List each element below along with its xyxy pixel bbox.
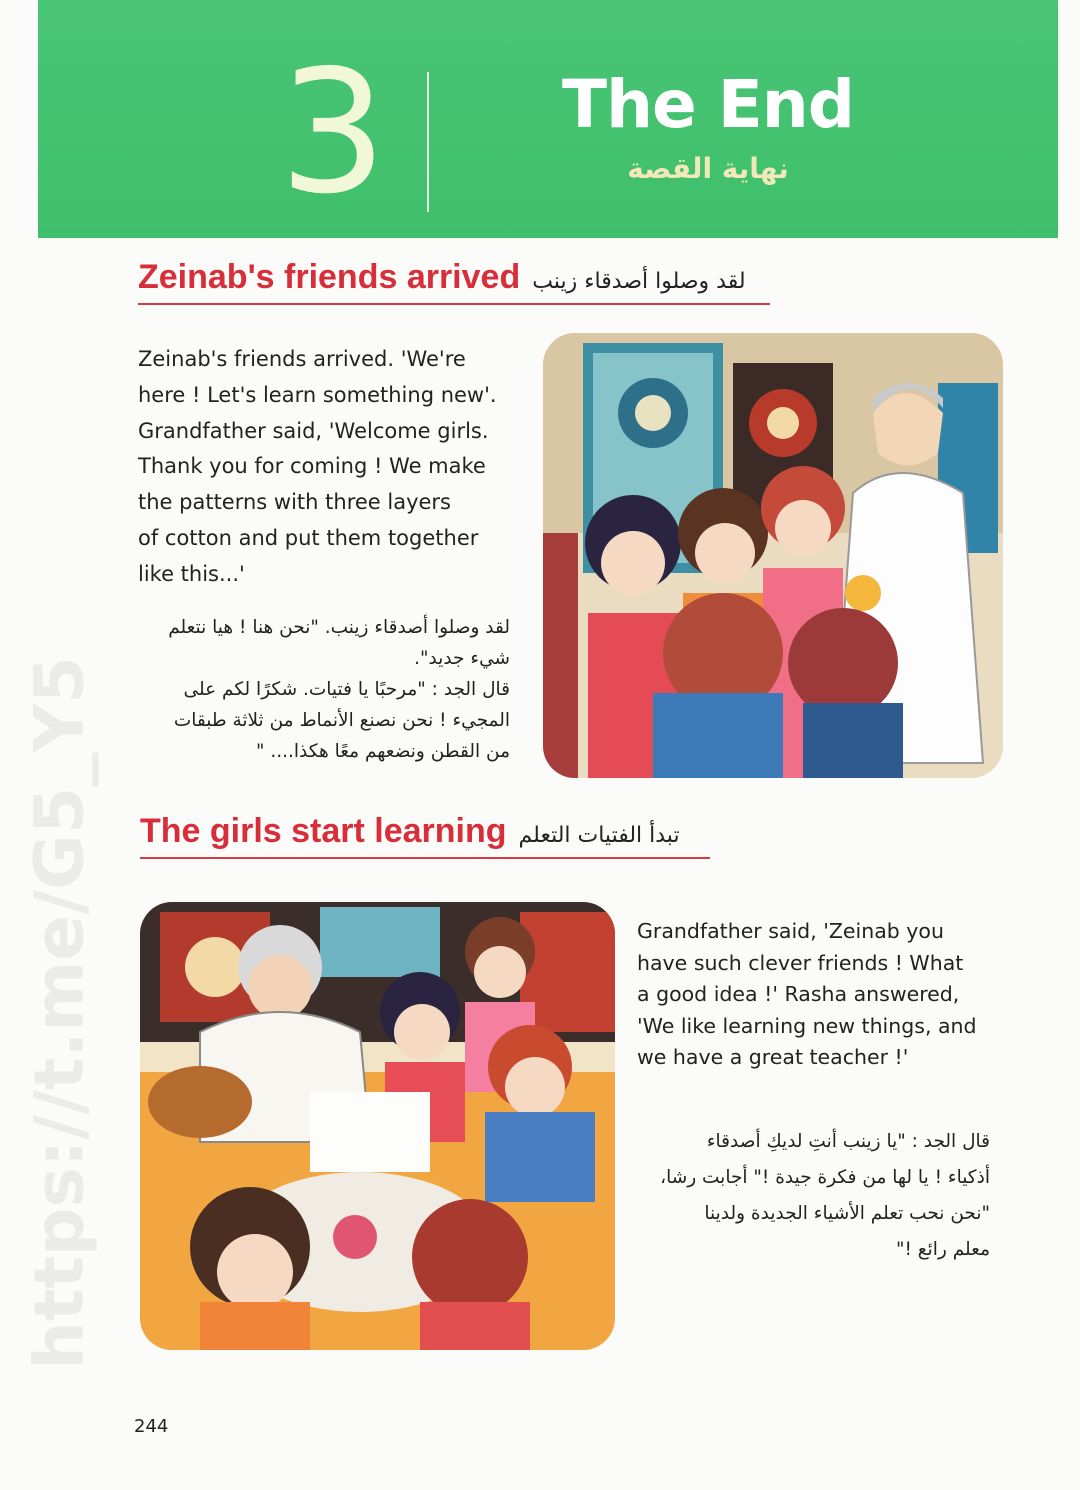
text-line: من القطن ونضعهم معًا هكذا.... "	[255, 741, 510, 762]
text-line: Zeinab's friends arrived. 'We're	[138, 347, 466, 371]
text-line: we have a great teacher !'	[637, 1045, 909, 1069]
watermark: https://t.me/G5_Y5	[20, 656, 100, 1370]
section1-english-text	[138, 342, 518, 593]
section2-heading-ar: تبدأ الفتيات التعلم	[518, 823, 680, 848]
text-line: لقد وصلوا أصدقاء زينب. "نحن هنا ! هيا نتعلم	[168, 617, 510, 638]
text-line: the patterns with three layers	[138, 490, 452, 515]
illustration-friends-arrive	[543, 333, 1003, 778]
text-line: قال الجد : "مرحبًا يا فتيات. شكرًا لكم على	[183, 679, 510, 700]
header-divider	[427, 72, 429, 212]
text-line: Grandfather said, 'Welcome girls.	[138, 418, 489, 443]
text-line: of cotton and put them together	[138, 525, 479, 550]
section1-heading-en: Zeinab's friends arrived	[138, 258, 521, 296]
text-line: المجيء ! نحن نصنع الأنماط من ثلاثة طبقات	[173, 710, 510, 731]
text-line: قال الجد : "يا زينب أنتِ لديكِ أصدقاء	[706, 1131, 990, 1152]
text-line: like this...'	[138, 561, 245, 586]
text-line: 'We like learning new things, and	[637, 1013, 977, 1038]
chapter-title-arabic: نهاية القصة	[627, 152, 789, 185]
text-line: معلم رائع !"	[895, 1239, 990, 1260]
illustration-girls-learning	[140, 902, 615, 1350]
section1-arabic-text	[128, 612, 510, 767]
text-line: أذكياء ! يا لها من فكرة جيدة !" أجابت رشا،	[660, 1167, 990, 1188]
section2-arabic-text	[630, 1124, 990, 1268]
illustration-girls-learning-art	[140, 902, 615, 1350]
page-number: 244	[134, 1416, 169, 1437]
section2-english-text	[637, 916, 1017, 1074]
illustration-friends-arrive-art	[543, 333, 1003, 778]
text-line: have such clever friends ! What	[637, 950, 964, 975]
section1-heading-ar: لقد وصلوا أصدقاء زينب	[532, 269, 746, 294]
chapter-number: 3	[278, 34, 388, 232]
text-line: "نحن نحب تعلم الأشياء الجديدة ولدينا	[704, 1203, 990, 1224]
chapter-header	[38, 0, 1058, 238]
text-line: Thank you for coming ! We make	[138, 454, 486, 479]
text-line: a good idea !' Rasha answered,	[637, 982, 960, 1006]
chapter-title: The End	[561, 66, 855, 143]
section2-heading	[140, 812, 710, 859]
section1-heading	[138, 258, 770, 305]
section2-heading-en: The girls start learning	[140, 812, 507, 850]
text-line: شيء جديد".	[414, 648, 510, 669]
text-line: Grandfather said, 'Zeinab you	[637, 919, 944, 943]
text-line: here ! Let's learn something new'.	[138, 382, 497, 407]
